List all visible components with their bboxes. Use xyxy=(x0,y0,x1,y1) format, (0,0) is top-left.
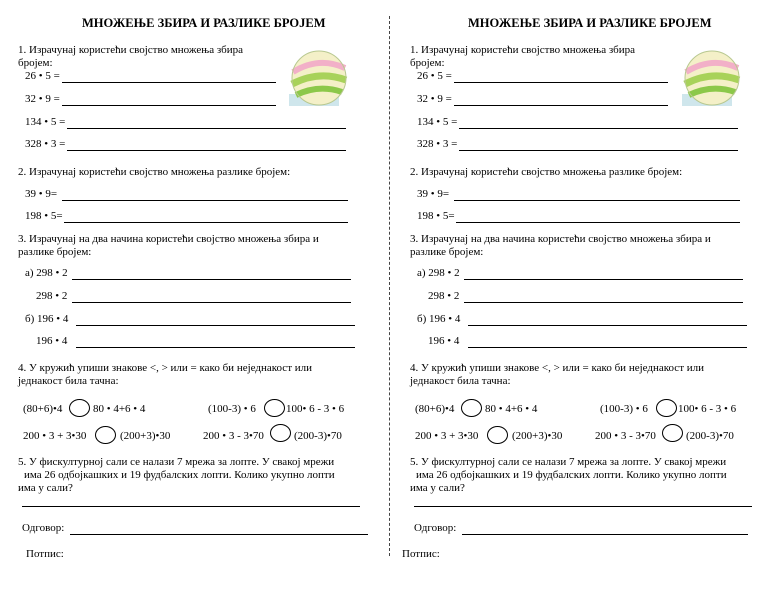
task3-text-cont: разлике бројем: xyxy=(410,246,484,258)
expression: 200 • 3 - 3•70 xyxy=(595,430,656,442)
task1-item: 134 • 5 = xyxy=(25,116,66,128)
task1-text: 1. Израчунај користећи својство множења збира xyxy=(18,44,244,56)
ball-icon xyxy=(287,50,351,110)
answer-line[interactable] xyxy=(454,200,740,201)
signature-label: Потпис: xyxy=(402,548,440,560)
task1-item: 26 • 5 = xyxy=(25,70,60,82)
task4-text-cont: једнакост била тачна: xyxy=(410,375,511,387)
answer-line[interactable] xyxy=(462,534,748,535)
answer-line[interactable] xyxy=(454,82,668,83)
answer-line[interactable] xyxy=(76,325,355,326)
answer-line[interactable] xyxy=(67,128,346,129)
expression: (200-3)•70 xyxy=(686,430,734,442)
comparison-circle[interactable] xyxy=(662,424,683,442)
expression: (100-3) • 6 xyxy=(600,403,648,415)
comparison-circle[interactable] xyxy=(487,426,508,444)
task1-text-cont: бројем: xyxy=(18,57,53,69)
comparison-circle[interactable] xyxy=(264,399,285,417)
answer-line[interactable] xyxy=(459,128,738,129)
answer-line[interactable] xyxy=(22,506,360,507)
answer-line[interactable] xyxy=(67,150,346,151)
answer-line[interactable] xyxy=(76,347,355,348)
task2-item: 39 • 9= xyxy=(417,188,450,200)
worksheet-title: МНОЖЕЊЕ ЗБИРА И РАЗЛИКЕ БРОЈЕМ xyxy=(468,16,712,30)
task5-text-cont: има у сали? xyxy=(18,482,73,494)
task5-text-cont: има у сали? xyxy=(410,482,465,494)
comparison-circle[interactable] xyxy=(461,399,482,417)
task1-item: 26 • 5 = xyxy=(417,70,452,82)
comparison-circle[interactable] xyxy=(270,424,291,442)
worksheet-right xyxy=(392,0,768,594)
task3-text: 3. Израчунај на два начина користећи својство множења збира и xyxy=(18,233,319,245)
task3-item: б) 196 • 4 xyxy=(417,313,461,325)
expression: 200 • 3 + 3•30 xyxy=(415,430,479,442)
answer-line[interactable] xyxy=(414,506,752,507)
cut-line-divider xyxy=(389,16,390,556)
answer-line[interactable] xyxy=(70,534,368,535)
task4-text-cont: једнакост била тачна: xyxy=(18,375,119,387)
expression: (100-3) • 6 xyxy=(208,403,256,415)
comparison-circle[interactable] xyxy=(656,399,677,417)
task1-item: 32 • 9 = xyxy=(25,93,60,105)
task4-text: 4. У кружић упиши знакове <, > или = како би неједнакост или xyxy=(18,362,313,374)
task2-text: 2. Израчунај користећи својство множења разлике бројем: xyxy=(18,166,291,178)
task2-item: 198 • 5= xyxy=(25,210,63,222)
answer-label: Одговор: xyxy=(22,522,65,534)
task5-text: 5. У фискултурној сали се налази 7 мрежа за лопте. У свакој мрежи xyxy=(18,456,335,468)
answer-line[interactable] xyxy=(459,150,738,151)
task1-item: 328 • 3 = xyxy=(25,138,66,150)
worksheet-title: МНОЖЕЊЕ ЗБИРА И РАЗЛИКЕ БРОЈЕМ xyxy=(82,16,326,30)
answer-line[interactable] xyxy=(456,222,740,223)
task3-text-cont: разлике бројем: xyxy=(18,246,92,258)
expression: 80 • 4+6 • 4 xyxy=(485,403,538,415)
answer-line[interactable] xyxy=(62,200,348,201)
answer-line[interactable] xyxy=(72,302,351,303)
answer-line[interactable] xyxy=(468,347,747,348)
answer-line[interactable] xyxy=(72,279,351,280)
answer-line[interactable] xyxy=(62,105,276,106)
task1-item: 328 • 3 = xyxy=(417,138,458,150)
answer-line[interactable] xyxy=(64,222,348,223)
answer-line[interactable] xyxy=(464,279,743,280)
expression: 100• 6 - 3 • 6 xyxy=(286,403,345,415)
expression: 200 • 3 - 3•70 xyxy=(203,430,264,442)
ball-icon xyxy=(680,50,744,110)
task5-text-cont: има 26 одбојкашких и 19 фудбалских лопти. Колико укупно лопти xyxy=(24,469,335,481)
expression: (200-3)•70 xyxy=(294,430,342,442)
task3-item: б) 196 • 4 xyxy=(25,313,69,325)
task3-item: а) 298 • 2 xyxy=(417,267,460,279)
task4-text: 4. У кружић упиши знакове <, > или = како би неједнакост или xyxy=(410,362,705,374)
task3-item: 298 • 2 xyxy=(36,290,68,302)
task3-item: а) 298 • 2 xyxy=(25,267,68,279)
answer-line[interactable] xyxy=(464,302,743,303)
comparison-circle[interactable] xyxy=(69,399,90,417)
expression: (200+3)•30 xyxy=(512,430,563,442)
task2-item: 39 • 9= xyxy=(25,188,58,200)
task1-item: 134 • 5 = xyxy=(417,116,458,128)
task1-text-cont: бројем: xyxy=(410,57,445,69)
task1-item: 32 • 9 = xyxy=(417,93,452,105)
expression: 100• 6 - 3 • 6 xyxy=(678,403,737,415)
task3-text: 3. Израчунај на два начина користећи својство множења збира и xyxy=(410,233,711,245)
task2-text: 2. Израчунај користећи својство множења разлике бројем: xyxy=(410,166,683,178)
answer-line[interactable] xyxy=(454,105,668,106)
task3-item: 196 • 4 xyxy=(428,335,460,347)
task3-item: 196 • 4 xyxy=(36,335,68,347)
expression: (80+6)•4 xyxy=(23,403,63,415)
task2-item: 198 • 5= xyxy=(417,210,455,222)
answer-label: Одговор: xyxy=(414,522,457,534)
task1-text: 1. Израчунај користећи својство множења збира xyxy=(410,44,636,56)
expression: (80+6)•4 xyxy=(415,403,455,415)
expression: 200 • 3 + 3•30 xyxy=(23,430,87,442)
answer-line[interactable] xyxy=(468,325,747,326)
task5-text: 5. У фискултурној сали се налази 7 мрежа за лопте. У свакој мрежи xyxy=(410,456,727,468)
comparison-circle[interactable] xyxy=(95,426,116,444)
task3-item: 298 • 2 xyxy=(428,290,460,302)
expression: (200+3)•30 xyxy=(120,430,171,442)
task5-text-cont: има 26 одбојкашких и 19 фудбалских лопти. Колико укупно лопти xyxy=(416,469,727,481)
answer-line[interactable] xyxy=(62,82,276,83)
expression: 80 • 4+6 • 4 xyxy=(93,403,146,415)
signature-label: Потпис: xyxy=(26,548,64,560)
